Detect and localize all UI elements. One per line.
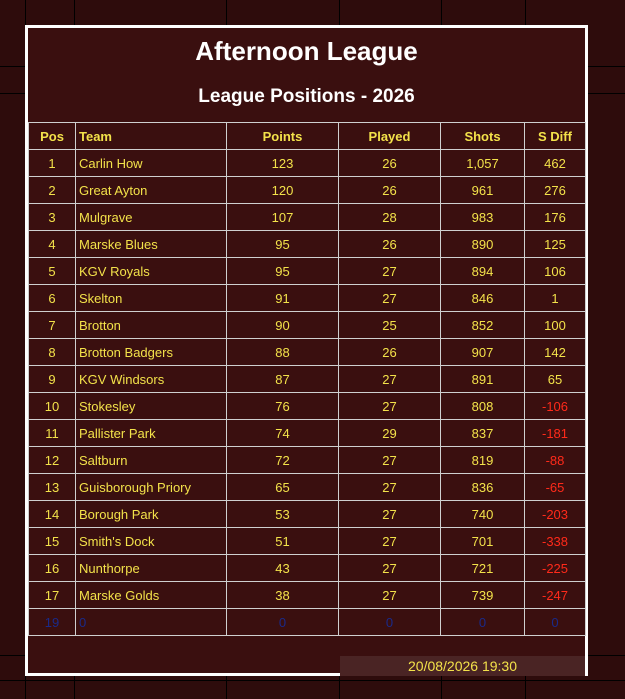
cell-shots[interactable]: 846 — [441, 285, 525, 312]
cell-sdiff[interactable]: 106 — [525, 258, 586, 285]
cell-team[interactable]: Smith's Dock — [76, 528, 227, 555]
table-row-empty — [29, 609, 586, 636]
cell-points[interactable]: 51 — [227, 528, 339, 555]
table-row — [29, 501, 586, 528]
cell-team[interactable]: Stokesley — [76, 393, 227, 420]
cell-points[interactable]: 90 — [227, 312, 339, 339]
cell-points[interactable]: 95 — [227, 258, 339, 285]
cell-team[interactable]: Marske Golds — [76, 582, 227, 609]
cell-sdiff[interactable]: -106 — [525, 393, 586, 420]
cell-sdiff[interactable]: -88 — [525, 447, 586, 474]
table-row — [29, 285, 586, 312]
cell-team[interactable]: Nunthorpe — [76, 555, 227, 582]
cell-played[interactable]: 27 — [339, 528, 441, 555]
page-title: Afternoon League — [195, 36, 418, 66]
cell-pos[interactable]: 17 — [29, 582, 76, 609]
table-row — [29, 582, 586, 609]
cell-team[interactable]: KGV Windsors — [76, 366, 227, 393]
table-row — [29, 528, 586, 555]
cell-shots[interactable]: 983 — [441, 204, 525, 231]
cell-points[interactable]: 87 — [227, 366, 339, 393]
cell-pos[interactable]: 7 — [29, 312, 76, 339]
table-row — [29, 393, 586, 420]
cell-sdiff[interactable]: -203 — [525, 501, 586, 528]
header-played[interactable]: Played — [339, 123, 441, 150]
table-row — [29, 258, 586, 285]
cell-pos[interactable]: 3 — [29, 204, 76, 231]
cell-shots[interactable]: 701 — [441, 528, 525, 555]
cell-team[interactable]: Brotton Badgers — [76, 339, 227, 366]
cell-shots[interactable]: 961 — [441, 177, 525, 204]
cell-points[interactable]: 76 — [227, 393, 339, 420]
cell-sdiff[interactable]: 100 — [525, 312, 586, 339]
header-shots[interactable]: Shots — [441, 123, 525, 150]
cell-shots[interactable]: 891 — [441, 366, 525, 393]
cell-points[interactable]: 74 — [227, 420, 339, 447]
cell-pos[interactable]: 11 — [29, 420, 76, 447]
cell-team[interactable]: 0 — [76, 609, 227, 636]
cell-sdiff[interactable]: 462 — [525, 150, 586, 177]
cell-pos[interactable]: 14 — [29, 501, 76, 528]
cell-pos[interactable]: 1 — [29, 150, 76, 177]
cell-sdiff[interactable]: 0 — [525, 609, 586, 636]
cell-sdiff[interactable]: 125 — [525, 231, 586, 258]
table-row — [29, 420, 586, 447]
cell-pos[interactable]: 5 — [29, 258, 76, 285]
cell-team[interactable]: Skelton — [76, 285, 227, 312]
sheet-gridline — [0, 680, 625, 681]
table-row — [29, 150, 586, 177]
cell-points[interactable]: 123 — [227, 150, 339, 177]
cell-points[interactable]: 95 — [227, 231, 339, 258]
cell-team[interactable]: Great Ayton — [76, 177, 227, 204]
cell-sdiff[interactable]: 176 — [525, 204, 586, 231]
table-row — [29, 555, 586, 582]
cell-points[interactable]: 65 — [227, 474, 339, 501]
table-row — [29, 366, 586, 393]
cell-sdiff[interactable]: -225 — [525, 555, 586, 582]
cell-sdiff[interactable]: -65 — [525, 474, 586, 501]
cell-pos[interactable]: 2 — [29, 177, 76, 204]
cell-points[interactable]: 38 — [227, 582, 339, 609]
cell-team[interactable]: Saltburn — [76, 447, 227, 474]
cell-sdiff[interactable]: 1 — [525, 285, 586, 312]
cell-shots[interactable]: 819 — [441, 447, 525, 474]
cell-sdiff[interactable]: -338 — [525, 528, 586, 555]
cell-shots[interactable]: 852 — [441, 312, 525, 339]
cell-sdiff[interactable]: -247 — [525, 582, 586, 609]
table-row — [29, 339, 586, 366]
cell-shots[interactable]: 739 — [441, 582, 525, 609]
cell-shots[interactable]: 0 — [441, 609, 525, 636]
cell-team[interactable]: Guisborough Priory — [76, 474, 227, 501]
timestamp: 20/08/2026 19:30 — [340, 656, 585, 676]
cell-played[interactable]: 27 — [339, 258, 441, 285]
league-table — [28, 122, 586, 636]
cell-points[interactable]: 0 — [227, 609, 339, 636]
cell-played[interactable]: 26 — [339, 231, 441, 258]
table-row — [29, 231, 586, 258]
cell-shots[interactable]: 907 — [441, 339, 525, 366]
cell-played[interactable]: 27 — [339, 447, 441, 474]
cell-played[interactable]: 27 — [339, 474, 441, 501]
cell-played[interactable]: 27 — [339, 366, 441, 393]
cell-pos[interactable]: 8 — [29, 339, 76, 366]
cell-shots[interactable]: 894 — [441, 258, 525, 285]
cell-pos[interactable]: 4 — [29, 231, 76, 258]
cell-team[interactable]: Carlin How — [76, 150, 227, 177]
cell-team[interactable]: KGV Royals — [76, 258, 227, 285]
table-row — [29, 312, 586, 339]
cell-points[interactable]: 43 — [227, 555, 339, 582]
cell-team[interactable]: Borough Park — [76, 501, 227, 528]
cell-pos[interactable]: 16 — [29, 555, 76, 582]
cell-team[interactable]: Pallister Park — [76, 420, 227, 447]
table-row — [29, 177, 586, 204]
cell-pos[interactable]: 15 — [29, 528, 76, 555]
header-points[interactable]: Points — [227, 123, 339, 150]
cell-shots[interactable]: 1,057 — [441, 150, 525, 177]
cell-sdiff[interactable]: 276 — [525, 177, 586, 204]
cell-team[interactable]: Mulgrave — [76, 204, 227, 231]
cell-shots[interactable]: 837 — [441, 420, 525, 447]
cell-points[interactable]: 88 — [227, 339, 339, 366]
cell-pos[interactable]: 13 — [29, 474, 76, 501]
header-pos[interactable]: Pos — [29, 123, 76, 150]
cell-sdiff[interactable]: 65 — [525, 366, 586, 393]
cell-shots[interactable]: 721 — [441, 555, 525, 582]
cell-points[interactable]: 120 — [227, 177, 339, 204]
cell-shots[interactable]: 808 — [441, 393, 525, 420]
header-sdiff[interactable]: S Diff — [525, 123, 586, 150]
cell-team[interactable]: Marske Blues — [76, 231, 227, 258]
cell-played[interactable]: 25 — [339, 312, 441, 339]
cell-team[interactable]: Brotton — [76, 312, 227, 339]
table-row — [29, 204, 586, 231]
cell-played[interactable]: 26 — [339, 177, 441, 204]
cell-points[interactable]: 72 — [227, 447, 339, 474]
cell-shots[interactable]: 836 — [441, 474, 525, 501]
table-row — [29, 474, 586, 501]
cell-pos[interactable]: 6 — [29, 285, 76, 312]
cell-pos[interactable]: 9 — [29, 366, 76, 393]
cell-points[interactable]: 91 — [227, 285, 339, 312]
cell-shots[interactable]: 740 — [441, 501, 525, 528]
cell-played[interactable]: 27 — [339, 285, 441, 312]
page-subtitle: League Positions - 2026 — [198, 86, 415, 107]
header-team[interactable]: Team — [76, 123, 227, 150]
cell-played[interactable]: 27 — [339, 501, 441, 528]
cell-sdiff[interactable]: -181 — [525, 420, 586, 447]
cell-played[interactable]: 27 — [339, 555, 441, 582]
cell-played[interactable]: 26 — [339, 339, 441, 366]
cell-played[interactable]: 0 — [339, 609, 441, 636]
cell-pos[interactable]: 10 — [29, 393, 76, 420]
cell-pos[interactable]: 19 — [29, 609, 76, 636]
cell-points[interactable]: 107 — [227, 204, 339, 231]
cell-shots[interactable]: 890 — [441, 231, 525, 258]
cell-played[interactable]: 29 — [339, 420, 441, 447]
cell-pos[interactable]: 12 — [29, 447, 76, 474]
cell-sdiff[interactable]: 142 — [525, 339, 586, 366]
league-panel — [25, 25, 588, 676]
cell-played[interactable]: 26 — [339, 150, 441, 177]
cell-points[interactable]: 53 — [227, 501, 339, 528]
cell-played[interactable]: 27 — [339, 582, 441, 609]
cell-played[interactable]: 27 — [339, 393, 441, 420]
table-header-row — [29, 123, 586, 150]
table-row — [29, 447, 586, 474]
cell-played[interactable]: 28 — [339, 204, 441, 231]
